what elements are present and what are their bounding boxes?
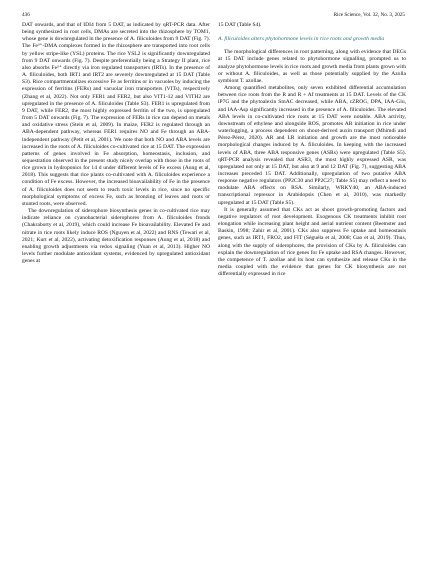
right-column — [218, 22, 406, 278]
body-paragraph: The downregulation of siderophore biosynthesis genes in co-cultivated rice may indicate reliance on cyanobacterial siderophores from A. filiculoides fronds (Chakraborty et al, 2019), which could increase Fe bioavailability. Elevated Fe and nitrate in rice roots likely induce ROS (Nguyen et al, 2022) and RNS (Tewari et al, 2021; Kurt et al, 2022), activating detoxification responses (Aung et al, 2018) and enabling growth adjustments via redox signaling (Yuan et al, 2013). Higher NO levels further modulate antioxidant systems, evidenced by upregulated antioxidant genes at — [22, 208, 210, 265]
journal-citation: Rice Science, Vol. 32, No. 3, 2025 — [333, 12, 405, 18]
page-header — [22, 11, 405, 21]
body-paragraph: Among quantified metabolites, only seven exhibited differential accumulation between rice roots from the R and R + Af treatments at 15 DAT. Levels of the CK iP7G and the phytoalexin SmAC decreased, while ABA, cZROG, DPA, IAA-Glu, and IAA-Asp significantly increased in the presence of A. filiculoides. The elevated ABA levels in co-cultivated rice roots at 15 DAT were notable. ABA activity, downstream of ethylene and alongside ROS, promotes AR initiation in rice under waterlogging, a process dependent on shoot-derived auxin transport (Mhimdi and Pérez-Pérez, 2020). AR and LR initiation and growth are the most noticeable morphological changes induced by A. filiculoides. In keeping with the increased levels of ABA, three ABA responsive genes (ASRs) were upregulated (Table S5). qRT-PCR analysis revealed that ASR3, the most highly expressed ASR, was upregulated not only at 15 DAT, but also at 9 and 12 DAT (Fig. 7), suggesting ABA increases preceded 15 DAT. Additionally, upregulation of two putative ABA response negative regulators (PP2C30 and PP2C27; Table S5) may reflect a need to modulate ABA effects on RSA. Similarly, WRKY40, an ABA-induced transcriptional repressor in Arabidopsis (Chen et al, 2010), was markedly upregulated at 15 DAT (Table S5). — [218, 85, 406, 206]
body-paragraph: DAT onwards, and that of IDI4 from 5 DAT, as indicated by qRT-PCR data. After being synthesized in root cells, DMAs are secreted into the rhizosphere by TOM1, whose gene is downregulated in the presence of A. filiculoides from 9 DAT (Fig. 7). The Fe³⁺-DMA complexes formed in the rhizosphere are transported into root cells by yellow stripe-like (YSL) proteins. The rice YSL2 is significantly downregulated from 9 DAT onwards (Fig. 7). Despite preferentially being a Strategy II plant, rice also absorbs Fe²⁺ directly via iron regulated transporters (IRTs). In the presence of A. filiculoides, both IRT1 and IRT2 are severely downregulated at 15 DAT (Table S3). Rice compartmentalizes excessive Fe as ferritins or in vacuoles by inducing the expression of ferritins (FERs) and vacuolar iron transporters (VITs), respectively (Zhang et al, 2022). Not only FER1 and FER2, but also VIT1-12 and VITH2 are upregulated in the presence of A. filiculoides (Table S3). FER1 is upregulated from 9 DAT, while FER2, the most highly expressed ferritin of the two, is upregulated from 5 DAT onwards (Fig. 7). The expression of FERs in rice can depend on metals and oxidative stress (Stein et al, 2009). In maize, FER2 is regulated through an ABA-dependent pathway, whereas FER1 requires NO and Fe through an ABA-independent pathway (Petit et al, 2001). We note that both NO and ABA levels are increased in the roots of A. filiculoides co-cultivated rice at 15 DAT. The expression patterns of genes involved in Fe absorption, homeostasis, inclusion, and sequestration observed in the present study nicely overlap with those in the roots of rice grown in hydroponics for 14 d under different levels of Fe excess (Aung et al, 2018). This suggests that rice plants co-cultivated with A. filiculoides experience a condition of Fe excess. However, the increased bioavailability of Fe in the presence of A. filiculoides does not seem to reach toxic levels in rice, since no specific morphological symptoms of excess Fe, such as bronzing of leaves and roots or stunted roots, were observed. — [22, 22, 210, 207]
body-paragraph: 15 DAT (Table S4). — [218, 22, 262, 28]
body-paragraph: It is generally assumed that CKs act as shoot growth-promoting factors and negative regulators of root development. Exogenous CK treatments inhibit root elongation while increasing plant height and aerial nutrient content (Beemster and Baskin, 1998; Zahir et al, 2001). CKs also suppress Fe uptake and homeostasis genes, such as IRT1, FRO2, and FIT (Séguéla et al, 2008; Gao et al, 2019). Thus, along with the supply of siderophores, the provision of CKs by A. filiculoides can explain the downregulation of rice genes for Fe uptake and RSA changes. However, the competence of T. azollae and its host can synthesize and release CKs in the media coupled with the evidence that genes for CK biosynthesis are not differentially expressed in rice — [218, 206, 406, 278]
page-number: 436 — [22, 12, 30, 18]
section-heading: A. filiculoides alters phytohormone levels in rice roots and growth media — [218, 36, 385, 43]
left-column — [22, 22, 210, 265]
body-paragraph: The morphological differences in root patterning, along with evidence that DEGs at 15 DAT include genes related to phytohormone signalling, prompted us to analyze phytohormone levels in rice roots and growth media from plants grown with or without A. filiculoides, as well as those potentially supplied by the Azolla symbiont T. azollae. — [218, 49, 406, 84]
